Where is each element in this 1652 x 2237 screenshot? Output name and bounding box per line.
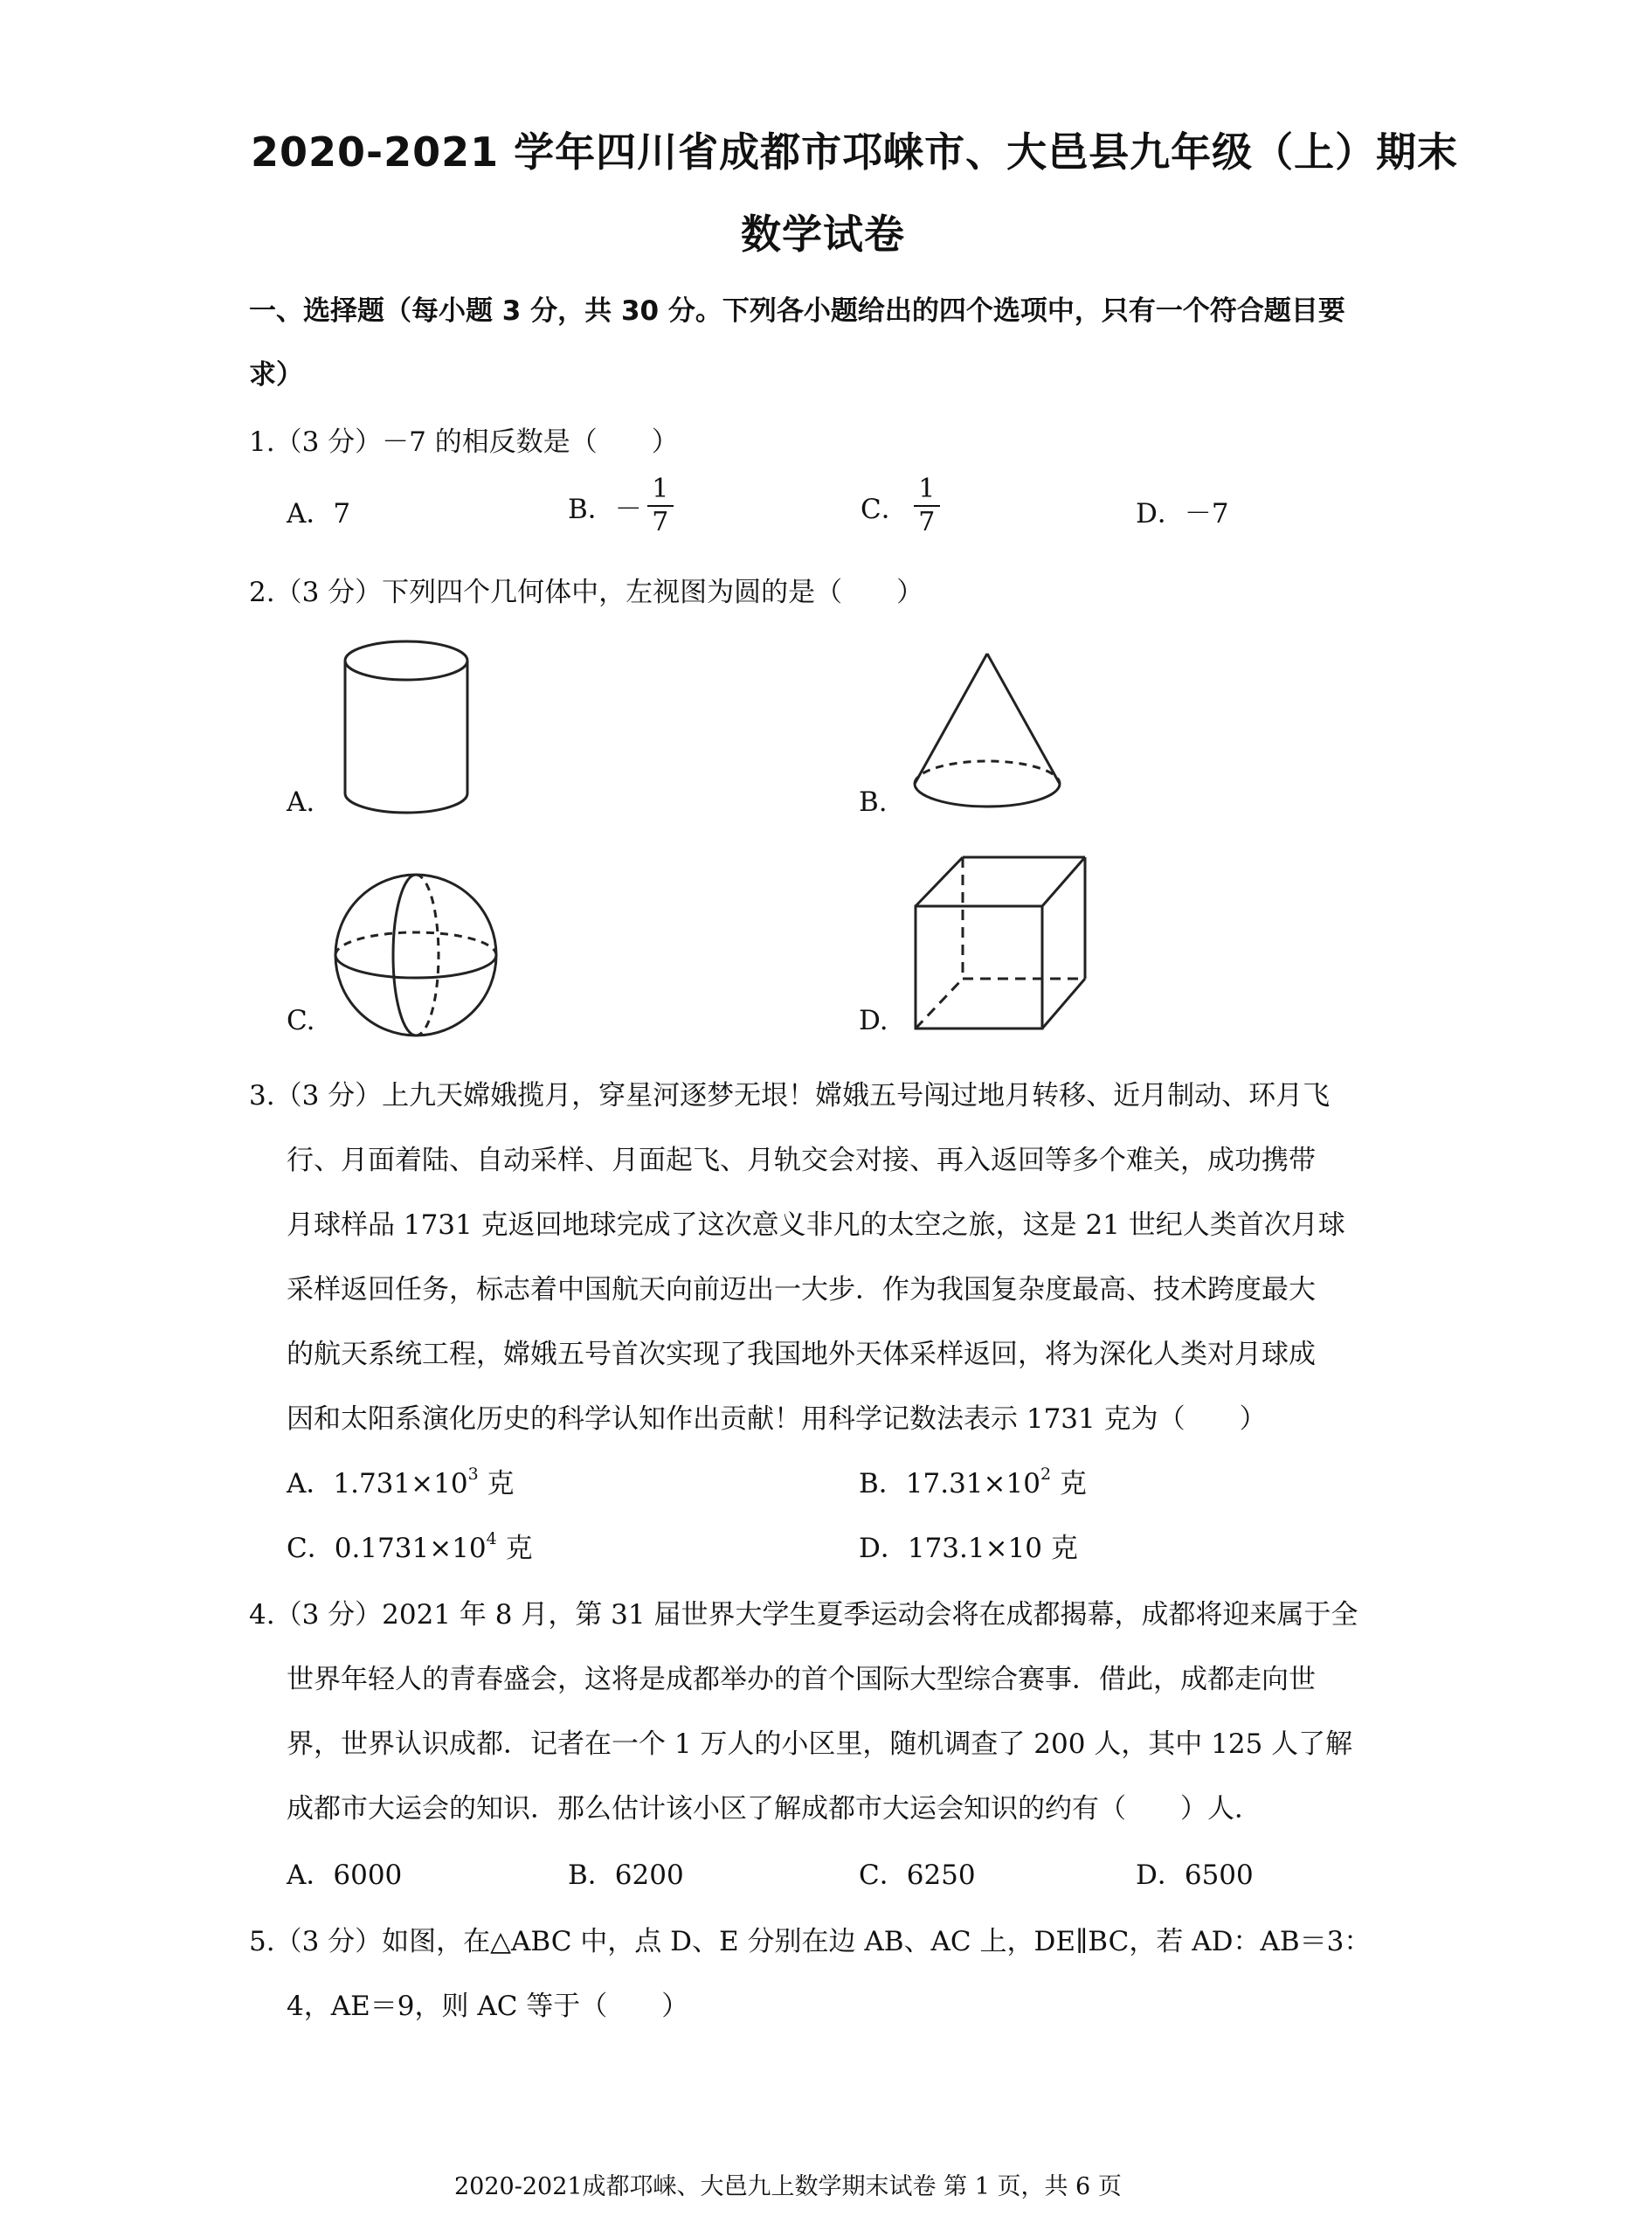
q2-option-b: B. [859, 786, 888, 818]
q3-b-exponent: 2 [1040, 1464, 1052, 1484]
question-3-line: 采样返回任务，标志着中国航天向前迈出一大步．作为我国复杂度最高、技术跨度最大 [287, 1274, 1316, 1305]
q1-option-c-prefix: C． [861, 493, 909, 525]
q3-c-unit: 克 [496, 1533, 533, 1564]
q2-option-a: A. [287, 786, 315, 818]
question-2-stem: 2.（3 分）下列四个几何体中，左视图为圆的是（ ） [249, 577, 924, 608]
q3-c-base: C．0.1731×10 [287, 1533, 487, 1564]
q2-option-d: D. [859, 1005, 888, 1036]
question-5-line: 4，AE＝9，则 AC 等于（ ） [287, 1991, 689, 2022]
q3-option-b [859, 1461, 1087, 1500]
q1-option-c [861, 474, 940, 538]
q2-option-c: C. [287, 1005, 315, 1036]
sphere-figure [332, 869, 507, 1044]
q1-option-b [568, 474, 674, 538]
section-heading: 一、选择题（每小题 3 分，共 30 分。下列各小题给出的四个选项中，只有一个符合题目要 [249, 295, 1345, 327]
q4-option-c: C．6250 [859, 1860, 976, 1891]
cone-figure [904, 648, 1070, 823]
q1-b-numerator: 1 [652, 474, 669, 504]
cylinder-figure [332, 636, 480, 820]
q1-option-b-fraction [647, 474, 674, 538]
title-line-1: 2020-2021 学年四川省成都市邛崃市、大邑县九年级（上）期末 [251, 128, 1459, 176]
q3-option-d: D．173.1×10 克 [859, 1533, 1078, 1564]
q1-option-a: A．7 [287, 498, 351, 530]
question-3-line: 的航天系统工程，嫦娥五号首次实现了我国地外天体采样返回，将为深化人类对月球成 [287, 1339, 1316, 1370]
q3-b-base: B．17.31×10 [859, 1468, 1040, 1499]
question-3-line: 因和太阳系演化历史的科学认知作出贡献！用科学记数法表示 1731 克为（ ） [287, 1403, 1267, 1435]
q4-option-b: B．6200 [568, 1860, 684, 1891]
q1-b-denominator: 7 [652, 507, 669, 537]
q3-a-base: A．1.731×10 [287, 1468, 468, 1499]
q3-a-exponent: 3 [467, 1464, 479, 1484]
question-3-line: 月球样品 1731 克返回地球完成了这次意义非凡的太空之旅，这是 21 世纪人类首次月球 [287, 1209, 1345, 1241]
cube-figure [909, 852, 1092, 1035]
question-4-line: 界，世界认识成都．记者在一个 1 万人的小区里，随机调查了 200 人，其中 125 人了解 [287, 1728, 1353, 1760]
q3-b-unit: 克 [1051, 1468, 1087, 1499]
q3-option-c [287, 1526, 533, 1565]
q3-c-exponent: 4 [486, 1528, 497, 1548]
question-3-line: 行、月面着陆、自动采样、月面起飞、月轨交会对接、再入返回等多个难关，成功携带 [287, 1145, 1316, 1176]
page-footer: 2020-2021成都邛崃、大邑九上数学期末试卷 第 1 页，共 6 页 [454, 2173, 1122, 2200]
title-line-2: 数学试卷 [741, 211, 905, 258]
question-5-line: 5.（3 分）如图，在△ABC 中，点 D、E 分别在边 AB、AC 上，DE∥BC，若 AD：AB＝3： [249, 1926, 1372, 1957]
question-4-line: 成都市大运会的知识．那么估计该小区了解成都市大运会知识的约有（ ）人． [287, 1793, 1261, 1825]
section-heading-cont: 求） [249, 359, 303, 391]
q1-option-b-prefix: B．－ [568, 493, 642, 525]
q3-a-unit: 克 [478, 1468, 515, 1499]
q1-c-numerator: 1 [918, 474, 936, 504]
q4-option-d: D．6500 [1136, 1860, 1254, 1891]
question-4-line: 世界年轻人的青春盛会，这将是成都举办的首个国际大型综合赛事．借此，成都走向世 [287, 1664, 1316, 1695]
question-3-line: 3.（3 分）上九天嫦娥揽月，穿星河逐梦无垠！嫦娥五号闯过地月转移、近月制动、环月飞 [249, 1080, 1331, 1112]
q1-option-c-fraction [914, 474, 940, 538]
q3-option-a [287, 1461, 515, 1500]
question-1-stem: 1.（3 分）－7 的相反数是（ ） [249, 426, 679, 458]
q1-option-d: D．－7 [1136, 498, 1229, 530]
q1-c-denominator: 7 [918, 507, 936, 537]
question-4-line: 4.（3 分）2021 年 8 月，第 31 届世界大学生夏季运动会将在成都揭幕，成都将迎来属于全 [249, 1599, 1358, 1631]
q4-option-a: A．6000 [287, 1860, 403, 1891]
